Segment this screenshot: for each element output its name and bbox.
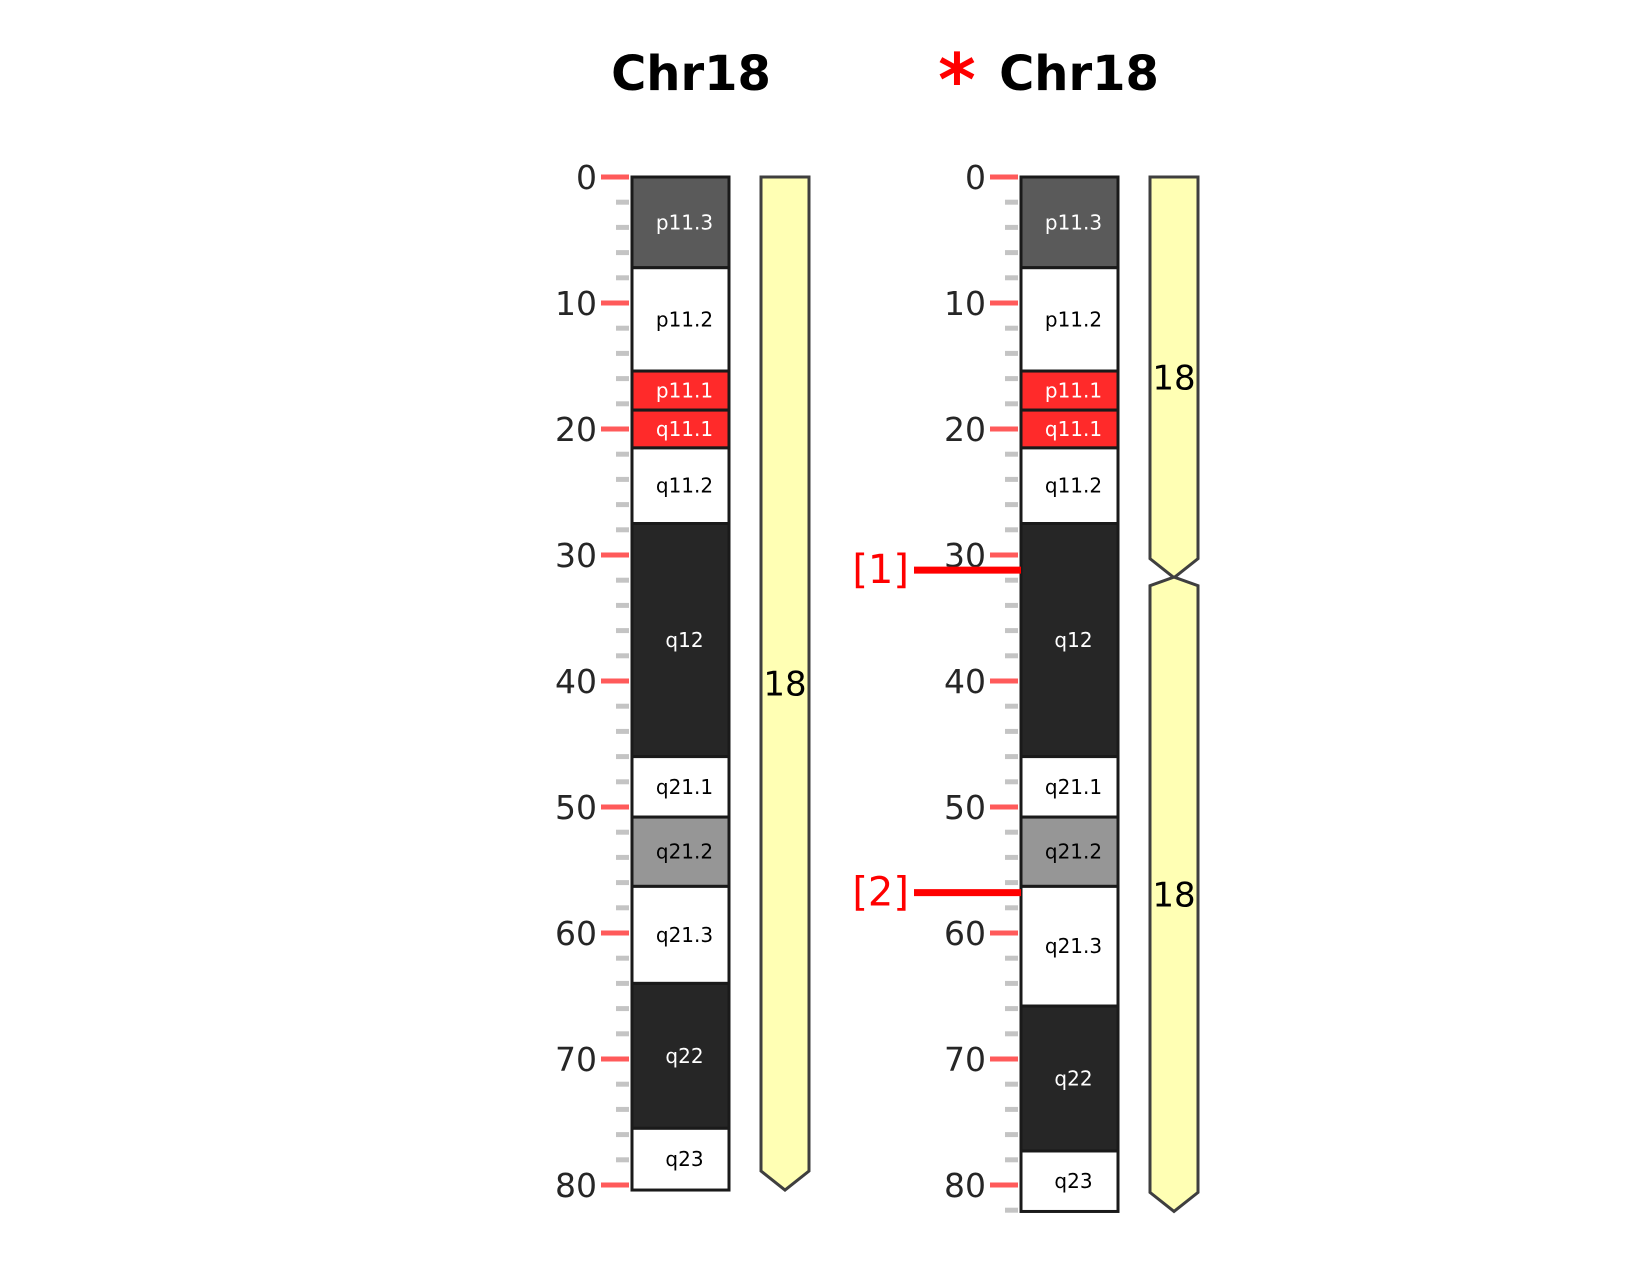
axis-tick-label: 0	[965, 158, 986, 197]
band-label: q21.3	[1044, 934, 1103, 959]
axis-tick-label: 20	[944, 410, 986, 449]
segment-label: 18	[1152, 875, 1196, 916]
band-label: p11.1	[655, 378, 714, 403]
axis-tick-label: 80	[944, 1166, 986, 1205]
breakpoint-label: [1]	[852, 547, 909, 594]
segment-label: 18	[763, 664, 807, 705]
band-label: q21.1	[655, 774, 714, 799]
axis-tick-label: 10	[555, 284, 597, 323]
axis-tick-label: 80	[555, 1166, 597, 1205]
band-label: q22	[665, 1043, 704, 1068]
band-label: q11.2	[655, 473, 714, 498]
band-label: p11.2	[655, 307, 714, 332]
band-label: p11.3	[655, 210, 714, 235]
axis-tick-label: 30	[944, 536, 986, 575]
axis-tick-label: 70	[944, 1040, 986, 1079]
band-label: q21.2	[1044, 839, 1103, 864]
axis-tick-label: 50	[944, 788, 986, 827]
axis-tick-label: 60	[944, 914, 986, 953]
band-label: q11.2	[1044, 473, 1103, 498]
rearrangement-marker: *	[938, 38, 976, 122]
band-label: q22	[1054, 1066, 1093, 1091]
left-panel-title: Chr18	[611, 46, 771, 102]
band-label: p11.2	[1044, 307, 1103, 332]
axis-tick-label: 10	[944, 284, 986, 323]
axis-tick-label: 40	[944, 662, 986, 701]
axis-tick-label: 30	[555, 536, 597, 575]
right-panel-title: Chr18	[999, 46, 1159, 102]
axis-tick-label: 50	[555, 788, 597, 827]
band-label: q12	[665, 628, 704, 653]
band-label: q23	[1054, 1169, 1093, 1194]
axis-tick-label: 0	[576, 158, 597, 197]
band-label: q21.1	[1044, 774, 1103, 799]
band-label: q11.1	[1044, 417, 1103, 441]
right-panel	[852, 158, 1198, 1211]
band-label: q11.1	[655, 417, 714, 441]
breakpoint-label: [2]	[852, 869, 909, 916]
band-label: p11.1	[1044, 378, 1103, 403]
band-label: q23	[665, 1147, 704, 1172]
axis-tick-label: 20	[555, 410, 597, 449]
band-label: q12	[1054, 628, 1093, 653]
segment-label: 18	[1152, 358, 1196, 399]
axis-tick-label: 60	[555, 914, 597, 953]
axis-tick-label: 70	[555, 1040, 597, 1079]
band-label: q21.3	[655, 922, 714, 947]
axis-tick-label: 40	[555, 662, 597, 701]
band-label: p11.3	[1044, 210, 1103, 235]
band-label: q21.2	[655, 839, 714, 864]
left-panel	[555, 158, 809, 1205]
